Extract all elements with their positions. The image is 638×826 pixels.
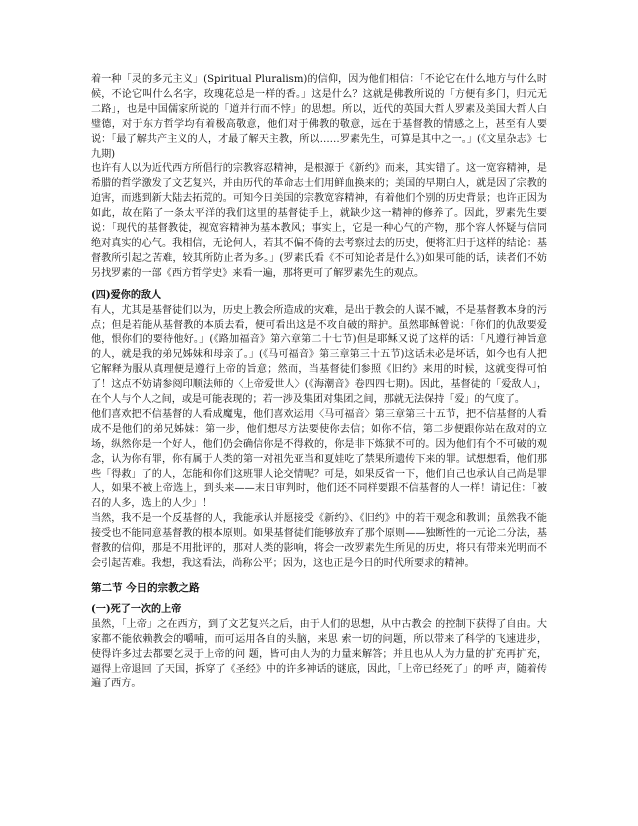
document-body	[91, 73, 547, 692]
paragraph-spiritual-pluralism: 着一种「灵的多元主义」(Spiritual Pluralism)的信仰，因为他们相信：「不论它在什么地方与什么时候，不论它叫什么名字，玫瑰花总是一样的香。」这是什么？这就是佛教所说的「方便有多门，归元无二路」，也是中国儒家所说的「道并行而不悖」的思想。所以，近代的英国大哲人罗素及美国大哲人白璧德，对于东方哲学均有着极高敬意，他们对于佛教的敬意，远在于基督教的情感之上，甚至有人要说：「最了解共产主义的人，才最了解天主教，所以……罗素先生，可算是其中之一。」(《文星杂志》七九期)	[91, 74, 547, 160]
paragraph-sinners: 他们喜欢把不信基督的人看成魔鬼，他们喜欢运用〈马可福音〉第三章第三十五节，把不信基督的人看成不是他们的弟兄姊妹：第一步，他们想尽方法要使你去信；如你不信，第二步便跟你站在敌对的立场，纵然你是一个好人，他们仍会确信你是不得救的，你是非下炼狱不可的。因为他们有个不可破的观念，认为你有罪，你有属于人类的第一对祖先亚当和夏娃吃了禁果所遗传下来的罪。试想想看，他们那些「得救」了的人，怎能和你们这班罪人论交情呢？可是，如果反省一下，他们自己也承认自己尚是罪人，如果不被上帝选上，到头来——末日审判时，他们还不同样要跟不信基督的人一样！请记住：「被召的人多，选上的人少」！	[91, 408, 547, 510]
paragraph-fair-view: 当然，我不是一个反基督的人，我能承认并愿接受《新约》、《旧约》中的若干观念和教训；虽然我不能接受也不能同意基督教的根本原则。如果基督徒们能够放弃了那个原则——独断性的一元论二分法，基督教的信仰，那是不用批评的，那对人类的影响，将会一改罗素先生所见的历史，将只有带来光明而不会引起苦难。我想，我这看法，尚称公平；因为，这也正是今日的时代所要求的精神。	[91, 513, 547, 569]
spacer	[91, 596, 547, 603]
paragraph-church-disasters: 有人，尤其是基督徒们以为，历史上教会所造成的灾难，是出于教会的人谋不臧，不是基督教本身的污点；但是若能从基督教的本质去看，便可看出这是不攻自破的辩护。虽然耶稣曾说：「你们的仇敌要爱他，恨你们的要待他好。」(《路加福音》第六章第二十七节)但是耶稣又说了这样的话：「凡遵行神旨意的人，就是我的弟兄姊妹和母亲了。」(《马可福音》第三章第三十五节)这话未必是坏话，如今也有人把它解释为服从真理便是遵行上帝的旨意；然而，当基督徒们参照《旧约》来用的时候，这就变得可怕了！这点不妨请参阅印顺法师的〈上帝爱世人〉(《海潮音》卷四四七期)。因此，基督徒的「爱敌人」，在个人与个人之间，或是可能表现的；若一涉及集团对集团之间，那就无法保持「爱」的气度了。	[91, 304, 547, 406]
spacer	[91, 282, 547, 289]
section-heading: 第二节 今日的宗教之路	[91, 581, 200, 594]
subheading-love-your-enemies: (四)爱你的敌人	[91, 289, 162, 301]
spacer	[91, 572, 547, 581]
subheading-god-died-once: (一)死了一次的上帝	[91, 603, 182, 615]
paragraph-god-in-west: 虽然，「上帝」之在西方，到了文艺复兴之后，由于人们的思想，从中古教会 的控制下获得了自由。大家都不能依赖教会的嚼哺，而可运用各自的头脑，来思 索一切的问题，所以带来了科学的飞速进步，使得许多过去都要乞灵于上帝的问 题，皆可由人为的力量来解答；并且也从人为力量的扩充再扩充，逼得上帝退回 了天国，拆穿了《圣经》中的许多神话的谜底，因此，「上帝已经死了」的呼 声，随着传遍了西方。	[91, 618, 547, 690]
paragraph-tolerance: 也许有人以为近代西方所倡行的宗教容忍精神，是根源于《新约》而来，其实错了。这一宽容精神，是希腊的哲学激发了文艺复兴，并由历代的革命志士们用鲜血换来的；美国的早期白人，就是因了宗教的迫害，而逃到新大陆去拓荒的。可知今日美国的宗教宽容精神，有着他们个别的历史背景；也许正因为如此，故在陷了一条太平洋的我们这里的基督徒手上，就缺少这一精神的修养了。因此，罗素先生要说：「现代的基督教徒，视宽容精神为基本教风；事实上，它是一种心气的产物，那个容人怀疑与信同绝对真实的心气。我相信，无论何人，若其不偏不倚的去考察过去的历史，便将汇归于这样的结论：基督教所引起之苦难，较其所防止者为多。」(罗素氏看《不可知论者是什么》)如果可能的话，读者们不妨另找罗素的一部《西方哲学史》来看一遍，那将更可了解罗素先生的观点。	[91, 163, 547, 279]
